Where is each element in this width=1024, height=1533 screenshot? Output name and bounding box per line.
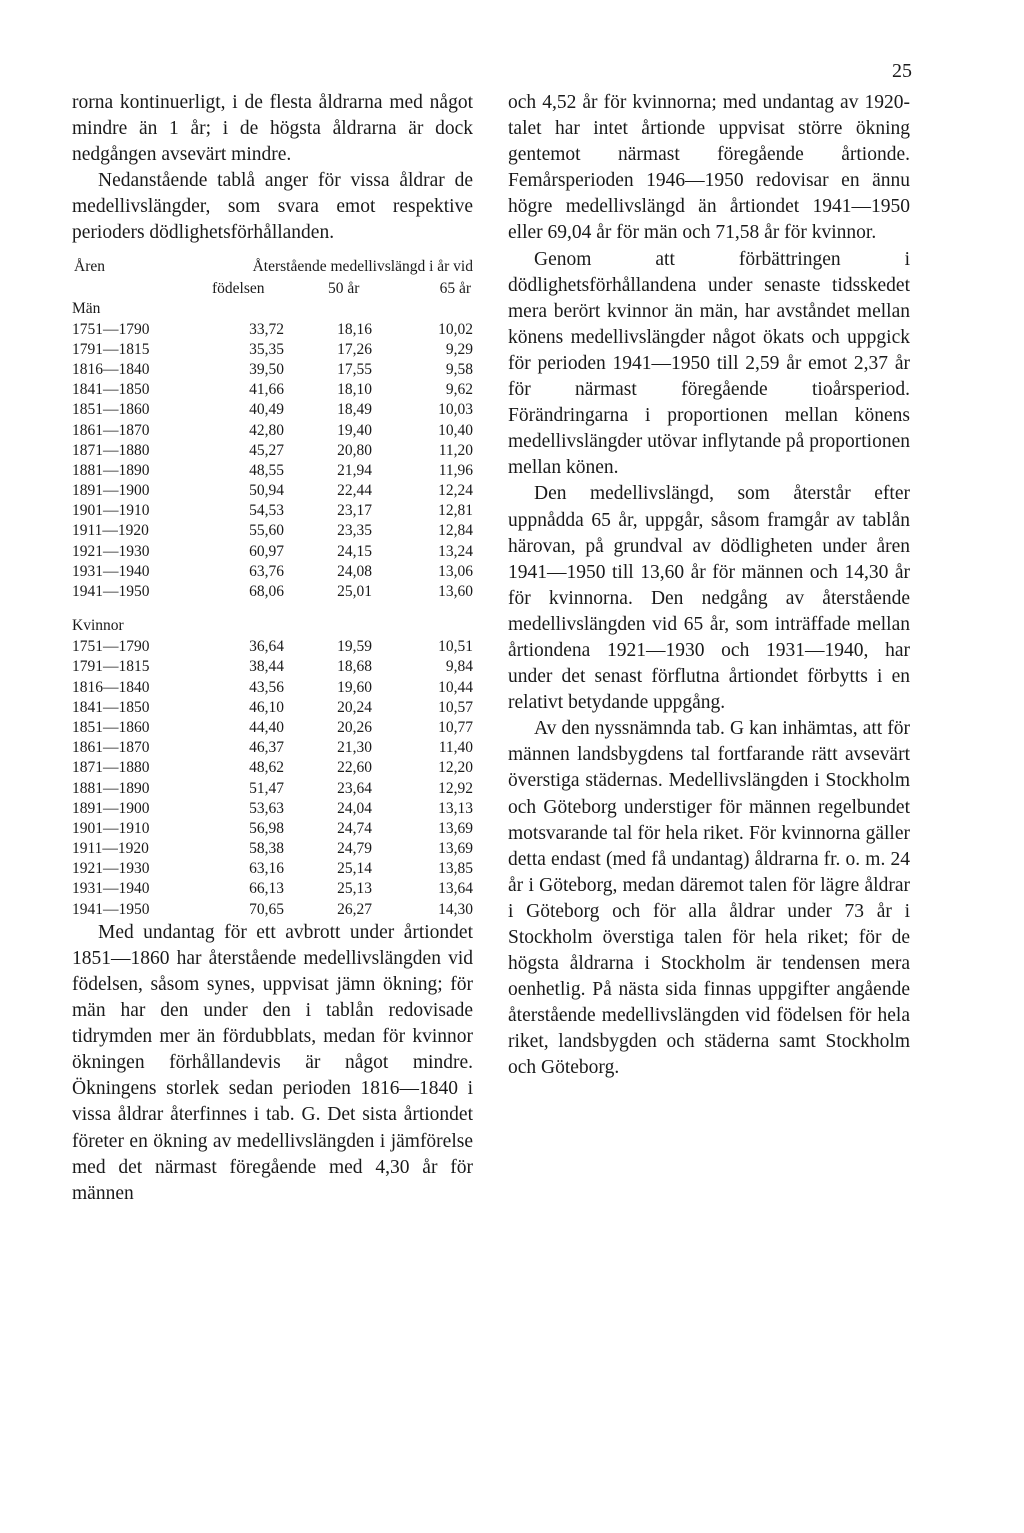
cell-age-65: 13,60 — [438, 583, 473, 600]
cell-age-65: 13,24 — [438, 542, 473, 560]
cell-age-50: 17,26 — [337, 340, 372, 358]
cell-age-50: 23,35 — [337, 522, 372, 540]
cell-birth: 70,65 — [249, 900, 284, 918]
cell-birth: 60,97 — [249, 542, 284, 560]
cell-age-65: 13,69 — [438, 840, 473, 858]
cell-age-65: 10,51 — [438, 638, 473, 656]
cell-birth: 63,16 — [249, 860, 284, 878]
cell-birth: 66,13 — [249, 880, 284, 898]
left-paragraph-1: rorna kontinuerligt, i de flesta åldrarna med något mindre än 1 år; i de högsta åldrarna är dock nedgången avsevärt mindre. — [72, 92, 473, 166]
right-column — [508, 90, 910, 1082]
cell-birth: 35,35 — [249, 340, 284, 358]
cell-age-50: 20,26 — [337, 718, 372, 736]
cell-period: 1881—1890 — [72, 461, 150, 479]
cell-age-50: 25,14 — [337, 860, 372, 878]
cell-period: 1881—1890 — [72, 779, 150, 797]
cell-period: 1941—1950 — [72, 900, 150, 918]
right-paragraph-4: Av den nyssnämnda tab. G kan inhämtas, att för männen landsbygdens tal fortfarande rätt avsevärt överstiga städernas. Medellivslängden i Stockholm och Göteborg understiger för männen regelbundet motsvarande tal för hela riket. För kvinnorna gäller detta endast (med få undantag) åldrarna fr. o. m. 24 år i Göteborg, medan däremot talen för lägre åldrar i Göteborg och för alla åldrar under 73 år i Stockholm överstiga talen för hela riket; för de högsta åldrarna i Stockholm är tendensen mera oenhetlig. På nästa sida finnas uppgifter angående återstående medellivslängden vid födelsen för hela riket, landsbygden och städerna samt Stockholm och Göteborg. — [508, 718, 910, 1079]
table-row — [72, 441, 473, 461]
cell-age-50: 24,04 — [337, 799, 372, 817]
cell-age-65: 12,92 — [438, 779, 473, 797]
table-row — [72, 340, 473, 360]
table-row — [72, 799, 473, 819]
cell-age-50: 24,74 — [337, 819, 372, 837]
table-row — [72, 678, 473, 698]
cell-period: 1911—1920 — [72, 840, 149, 858]
cell-birth: 50,94 — [249, 482, 284, 500]
women-rows — [72, 637, 473, 920]
cell-age-50: 18,10 — [337, 381, 372, 399]
cell-birth: 40,49 — [249, 401, 284, 419]
cell-age-65: 9,62 — [445, 381, 473, 399]
cell-period: 1871—1880 — [72, 759, 150, 777]
cell-age-65: 12,84 — [438, 522, 473, 540]
cell-age-65: 10,77 — [438, 718, 473, 736]
cell-age-65: 10,57 — [438, 698, 473, 716]
table-row — [72, 758, 473, 778]
cell-age-65: 13,64 — [438, 880, 473, 898]
cell-age-50: 17,55 — [337, 360, 372, 378]
table-row — [72, 859, 473, 879]
life-expectancy-table — [72, 253, 473, 920]
header-remaining-life: Återstående medellivslängd i år vid — [252, 257, 473, 275]
cell-birth: 38,44 — [249, 658, 284, 676]
cell-age-65: 13,69 — [438, 819, 473, 837]
right-paragraph-2: Genom att förbättringen i dödlighetsförhållandena under senaste tidsskedet mera berört kvinnor än män, har avståndet mellan könens medellivslängder något ökats och uppgick för perioden 1941—1950 till 2,59 år emot 2,37 år för närmast föregående tioårsperiod. Förändringarna i proportionen mellan könens medellivslängder utövar inflytande på proportionen mellan könen. — [508, 248, 910, 479]
cell-period: 1841—1850 — [72, 698, 150, 716]
cell-period: 1901—1910 — [72, 502, 150, 520]
cell-age-65: 13,06 — [438, 562, 473, 580]
table-row — [72, 779, 473, 799]
cell-age-50: 19,40 — [337, 421, 372, 439]
cell-age-50: 26,27 — [337, 900, 372, 918]
header-age-50: 50 år — [328, 279, 360, 297]
table-row — [72, 461, 473, 481]
table-row — [72, 400, 473, 420]
header-age-65: 65 år — [439, 279, 471, 297]
cell-age-50: 21,30 — [337, 739, 372, 757]
cell-period: 1851—1860 — [72, 718, 150, 736]
cell-age-50: 19,60 — [337, 678, 372, 696]
cell-age-50: 19,59 — [337, 638, 372, 656]
table-row — [72, 501, 473, 521]
group-label-men: Män — [72, 299, 101, 317]
table-row — [72, 582, 473, 602]
cell-age-50: 20,80 — [337, 441, 372, 459]
table-row — [72, 637, 473, 657]
cell-period: 1931—1940 — [72, 880, 150, 898]
table-header — [72, 253, 473, 297]
cell-age-65: 12,24 — [438, 482, 473, 500]
cell-age-65: 10,02 — [438, 320, 473, 338]
cell-age-65: 14,30 — [438, 900, 473, 918]
cell-period: 1931—1940 — [72, 562, 150, 580]
left-column — [72, 90, 473, 1207]
cell-birth: 48,62 — [249, 759, 284, 777]
cell-period: 1871—1880 — [72, 441, 150, 459]
header-years: Åren — [74, 257, 105, 275]
table-row — [72, 879, 473, 899]
cell-age-65: 12,81 — [438, 502, 473, 520]
table-row — [72, 481, 473, 501]
header-birth: födelsen — [212, 279, 265, 297]
cell-birth: 33,72 — [249, 320, 284, 338]
cell-birth: 46,37 — [249, 739, 284, 757]
cell-age-65: 10,44 — [438, 678, 473, 696]
cell-age-50: 23,64 — [337, 779, 372, 797]
cell-age-65: 10,40 — [438, 421, 473, 439]
cell-age-50: 18,68 — [337, 658, 372, 676]
cell-period: 1901—1910 — [72, 819, 150, 837]
cell-period: 1891—1900 — [72, 799, 150, 817]
cell-period: 1921—1930 — [72, 860, 150, 878]
group-label-women: Kvinnor — [72, 617, 124, 635]
cell-birth: 53,63 — [249, 799, 284, 817]
cell-age-50: 18,49 — [337, 401, 372, 419]
cell-period: 1751—1790 — [72, 320, 150, 338]
table-row — [72, 839, 473, 859]
cell-birth: 41,66 — [249, 381, 284, 399]
page-number: 25 — [892, 60, 912, 82]
cell-period: 1861—1870 — [72, 421, 150, 439]
cell-birth: 55,60 — [249, 522, 284, 540]
cell-period: 1891—1900 — [72, 482, 150, 500]
cell-age-50: 25,01 — [337, 583, 372, 600]
right-paragraph-1: och 4,52 år för kvinnorna; med undantag av 1920-talet har intet årtionde uppvisat större ökning gentemot närmast föregående årtionde. Femårsperioden 1946—1950 redovisar en ännu högre medellivslängd än årtiondet 1941—1950 eller 69,04 år för män och 71,58 år för kvinnor. — [508, 92, 910, 244]
cell-age-50: 21,94 — [337, 461, 372, 479]
cell-birth: 44,40 — [249, 718, 284, 736]
cell-period: 1791—1815 — [72, 340, 150, 358]
cell-age-65: 11,40 — [438, 739, 473, 757]
cell-age-65: 11,96 — [438, 461, 473, 479]
cell-age-50: 22,60 — [337, 759, 372, 777]
cell-birth: 56,98 — [249, 819, 284, 837]
cell-period: 1861—1870 — [72, 739, 150, 757]
cell-age-50: 24,08 — [337, 562, 372, 580]
cell-birth: 54,53 — [249, 502, 284, 520]
cell-birth: 46,10 — [249, 698, 284, 716]
cell-period: 1816—1840 — [72, 360, 150, 378]
cell-birth: 42,80 — [249, 421, 284, 439]
cell-period: 1816—1840 — [72, 678, 150, 696]
cell-age-50: 24,15 — [337, 542, 372, 560]
cell-birth: 63,76 — [249, 562, 284, 580]
cell-age-50: 24,79 — [337, 840, 372, 858]
cell-age-50: 20,24 — [337, 698, 372, 716]
table-row — [72, 819, 473, 839]
left-paragraph-2: Nedanstående tablå anger för vissa åldrar de medellivslängder, som svara emot respektive perioders dödlighetsförhållanden. — [72, 170, 473, 244]
cell-period: 1911—1920 — [72, 522, 149, 540]
cell-birth: 51,47 — [249, 779, 284, 797]
table-row — [72, 380, 473, 400]
cell-age-50: 23,17 — [337, 502, 372, 520]
cell-age-50: 25,13 — [337, 880, 372, 898]
cell-age-65: 9,58 — [445, 360, 473, 378]
cell-birth: 58,38 — [249, 840, 284, 858]
cell-birth: 43,56 — [249, 678, 284, 696]
cell-age-65: 11,20 — [438, 441, 473, 459]
cell-period: 1921—1930 — [72, 542, 150, 560]
table-row — [72, 718, 473, 738]
cell-age-65: 10,03 — [438, 401, 473, 419]
table-row — [72, 562, 473, 582]
cell-birth: 45,27 — [249, 441, 284, 459]
cell-age-50: 18,16 — [337, 320, 372, 338]
table-row — [72, 521, 473, 541]
cell-age-65: 9,29 — [445, 340, 473, 358]
cell-birth: 68,06 — [249, 583, 284, 600]
men-rows — [72, 320, 473, 603]
cell-period: 1791—1815 — [72, 658, 150, 676]
table-row — [72, 900, 473, 920]
cell-period: 1841—1850 — [72, 381, 150, 399]
cell-period: 1851—1860 — [72, 401, 150, 419]
cell-period: 1941—1950 — [72, 583, 150, 600]
table-row — [72, 738, 473, 758]
cell-birth: 48,55 — [249, 461, 284, 479]
cell-age-65: 9,84 — [445, 658, 473, 676]
table-row — [72, 320, 473, 340]
left-paragraph-3: Med undantag för ett avbrott under årtiondet 1851—1860 har återstående medellivslängden vid födelsen, såsom synes, uppvisat jämn ökning; för män har den under den i tablån redovisade tidrymden mer än fördubblats, medan för kvinnor ökningen förhållandevis är något mindre. Ökningens storlek sedan perioden 1816—1840 i vissa åldrar återfinnes i tab. G. Det sista årtiondet företer en ökning av medellivslängden i jämförelse med det närmast föregående med 4,30 år för männen — [72, 921, 473, 1204]
right-paragraph-3: Den medellivslängd, som återstår efter uppnådda 65 år, uppgår, såsom framgår av tablån härovan, på grundval av dödligheten under åren 1941—1950 till 13,60 år för männen och 14,30 år för kvinnorna. Den nedgång av återstående medellivslängden vid 65 år, som inträffade mellan årtiondena 1921—1930 och 1931—1940, har under det senast förflutna årtiondet förbytts i en relativt betydande uppgång. — [508, 483, 910, 714]
table-row — [72, 421, 473, 441]
table-row — [72, 657, 473, 677]
cell-age-65: 13,85 — [438, 860, 473, 878]
cell-age-65: 12,20 — [438, 759, 473, 777]
cell-period: 1751—1790 — [72, 638, 150, 656]
table-row — [72, 698, 473, 718]
cell-birth: 36,64 — [249, 638, 284, 656]
table-row — [72, 360, 473, 380]
cell-birth: 39,50 — [249, 360, 284, 378]
cell-age-65: 13,13 — [438, 799, 473, 817]
table-row — [72, 542, 473, 562]
cell-age-50: 22,44 — [337, 482, 372, 500]
